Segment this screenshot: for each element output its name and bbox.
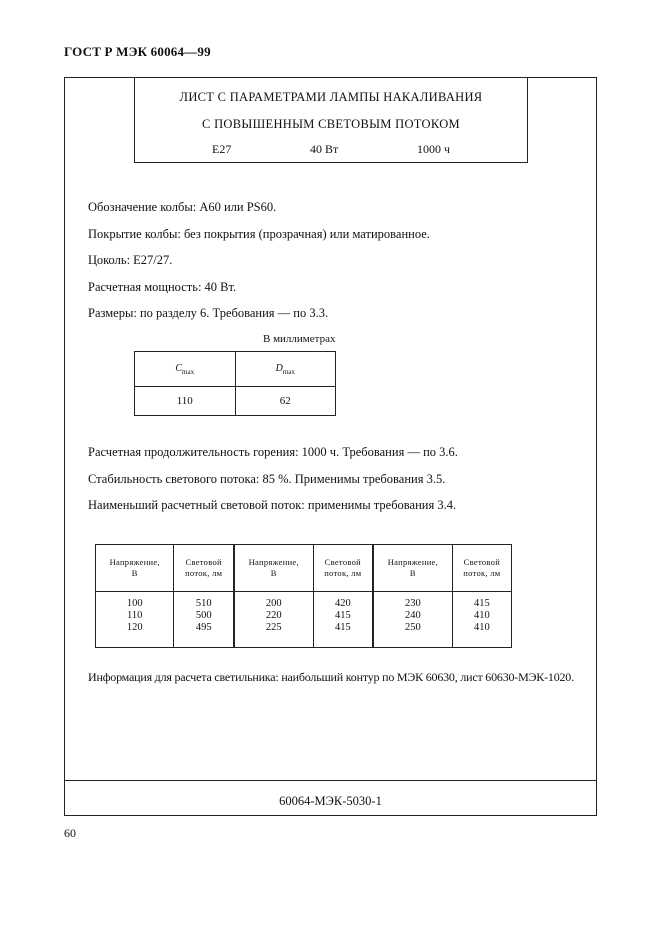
flux-values: 510 500 495 (174, 592, 234, 648)
page-number: 60 (64, 826, 76, 840)
voltage-header: Напряжение, В (96, 545, 174, 592)
c-max-header: $C_{max}$ (135, 352, 236, 387)
title-life: 1000 ч (417, 142, 451, 156)
title-cap: E27 (212, 142, 232, 156)
flux-stability: Стабильность светового потока: 85 %. Применимы требования 3.5. (88, 472, 446, 486)
dimensions-table (134, 351, 336, 416)
voltage-values: 100 110 120 (96, 592, 174, 648)
d-max-header: $D_{max}$ (235, 352, 336, 387)
sheet-code: 60064-МЭК-5030-1 (279, 794, 382, 808)
title-power: 40 Вт (310, 142, 339, 156)
standard-code: ГОСТ Р МЭК 60064—99 (64, 44, 211, 59)
flux-table (95, 544, 512, 648)
voltage-values: 230 240 250 (373, 592, 452, 648)
flux-header: Световой поток, лм (174, 545, 234, 592)
flux-values: 415 410 410 (452, 592, 511, 648)
rated-life: Расчетная продолжительность горения: 1000 ч. Требования — по 3.6. (88, 445, 458, 459)
footer-divider (64, 780, 597, 781)
cap-type: Цоколь: E27/27. (88, 253, 173, 267)
title-line-2: С ПОВЫШЕННЫМ СВЕТОВЫМ ПОТОКОМ (202, 117, 460, 131)
rated-power: Расчетная мощность: 40 Вт. (88, 280, 237, 294)
voltage-values: 200 220 225 (234, 592, 313, 648)
flux-header: Световой поток, лм (313, 545, 373, 592)
flux-header: Световой поток, лм (452, 545, 511, 592)
c-max-value: 110 (135, 387, 236, 416)
bulb-designation: Обозначение колбы: A60 или PS60. (88, 200, 277, 214)
flux-values: 420 415 415 (313, 592, 373, 648)
units-label: В миллиметрах (263, 333, 336, 345)
voltage-header: Напряжение, В (234, 545, 313, 592)
d-max-value: 62 (235, 387, 336, 416)
luminaire-info: Информация для расчета светильника: наибольший контур по МЭК 60630, лист 60630-МЭК-1020. (88, 670, 574, 684)
dimensions-note: Размеры: по разделу 6. Требования — по 3.3. (88, 306, 329, 320)
voltage-header: Напряжение, В (373, 545, 452, 592)
title-line-1: ЛИСТ С ПАРАМЕТРАМИ ЛАМПЫ НАКАЛИВАНИЯ (179, 90, 483, 104)
min-flux-note: Наименьший расчетный световой поток: применимы требования 3.4. (88, 498, 457, 512)
bulb-coating: Покрытие колбы: без покрытия (прозрачная) или матированное. (88, 227, 430, 241)
